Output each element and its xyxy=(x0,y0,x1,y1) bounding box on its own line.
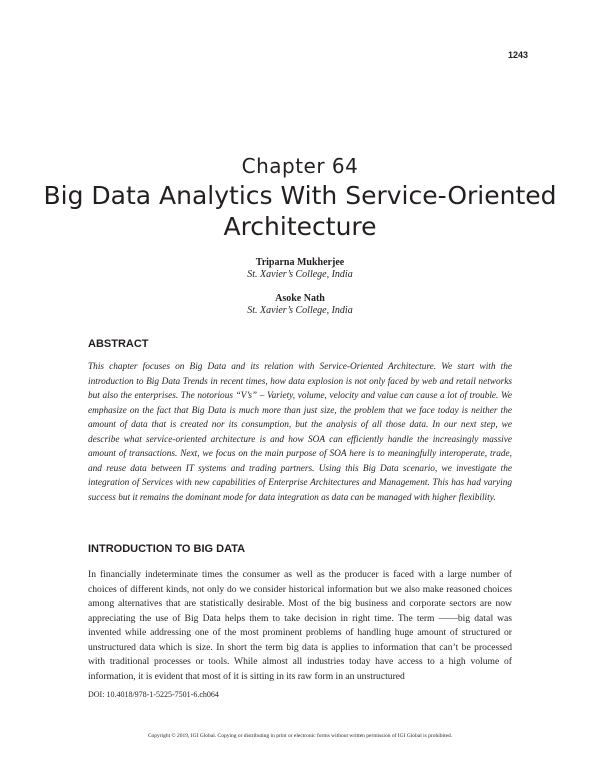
author-affiliation: St. Xavier’s College, India xyxy=(247,269,353,280)
introduction-heading: INTRODUCTION TO BIG DATA xyxy=(88,543,246,555)
author-block xyxy=(0,293,600,317)
chapter-label: Chapter 64 xyxy=(241,154,359,178)
page-number: 1243 xyxy=(507,50,528,60)
copyright-notice: Copyright © 2019, IGI Global. Copying or distributing in print or electronic forms without written permission of IGI Global is prohibited. xyxy=(147,733,453,739)
author-affiliation: St. Xavier’s College, India xyxy=(247,305,353,316)
doi-line: DOI: 10.4018/978-1-5225-7501-6.ch064 xyxy=(88,690,219,699)
author-block xyxy=(0,257,600,281)
abstract-heading: ABSTRACT xyxy=(88,338,149,350)
abstract-text: This chapter focuses on Big Data and its relation with Service-Oriented Architecture. We start with the introduction to Big Data Trends in recent times, how data explosion is not only faced by web and retail networks but also the enterprises. The notorious “V’s” – Variety, volume, velocity and value can cause a lot of trouble. We emphasize on the fact that Big Data is much more than just size, the problem that we face today is neither the amount of data that is created nor its consumption, but the analysis of all those data. In our next step, we describe what service-oriented architecture is and how SOA can efficiently handle the increasingly massive amount of transactions. Next, we focus on the main purpose of SOA here is to meaningfully interoperate, trade, and reuse data between IT systems and trading partners. Using this Big Data scenario, we investigate the integration of Services with new capabilities of Enterprise Architectures and Management. This has had varying success but it remains the dominant mode for data integration as data can be managed with higher flexibility. xyxy=(88,362,512,503)
author-name: Asoke Nath xyxy=(275,293,325,304)
author-name: Triparna Mukherjee xyxy=(255,257,345,268)
chapter-title: Big Data Analytics With Service-Oriented Architecture xyxy=(43,181,557,241)
introduction-text: In financially indeterminate times the consumer as well as the producer is faced with a large number of choices of different kinds, not only do we consider historical information but we also make reasoned choices among alternatives that are statistically desirable. Most of the big business and corporate sectors are now appreciating the use of Big Data helps them to take decision in right time. The term ――big data‖ was invented while addressing one of the most prominent problems of handling huge amount of structured or unstructured data which is size. In short the term big data is applies to information that can’t be processed with traditional processes or tools. While almost all industries today have access to a high volume of information, it is evident that most of it is sitting in its raw form in an unstructured xyxy=(88,569,512,682)
